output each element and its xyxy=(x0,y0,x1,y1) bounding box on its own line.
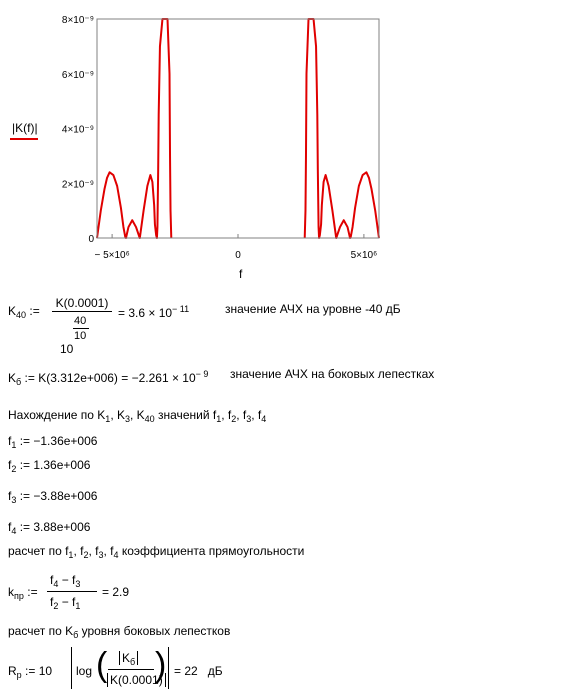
f3-definition: $f_3$ := −3.88e+006 xyxy=(8,489,98,505)
kb-comment: значение АЧХ на боковых лепестках xyxy=(230,367,435,381)
kpr-result: = 2.9 xyxy=(102,585,130,599)
x-tick-label: 0 xyxy=(235,250,241,261)
rp-numerator: $K_б$ xyxy=(119,651,138,667)
kpr-fraction-bar xyxy=(47,591,97,592)
k40-exp-fraction-bar xyxy=(73,328,89,329)
y-axis-label: |K(f)| xyxy=(12,121,38,135)
f4-definition: $f_4$ := 3.88e+006 xyxy=(8,520,91,536)
plot-frame xyxy=(97,19,379,238)
rp-paren-left: ( xyxy=(96,646,108,684)
series-line-1 xyxy=(97,19,171,238)
kpr-lhs: $k_{пр}$ := xyxy=(8,585,38,601)
y-tick-label: 2×10⁻⁹ xyxy=(61,179,94,191)
f2-definition: $f_2$ := 1.36e+006 xyxy=(8,458,91,474)
k40-exp-denominator: 10 xyxy=(74,330,87,342)
k40-result: = $3.6 \times 10^{- 11}$ xyxy=(118,304,190,320)
kb-line: $K_б$ := $K(3.312e+006) = -2.261 \times 10^{- 9}$ xyxy=(8,369,209,387)
curve-layer xyxy=(97,19,379,238)
f1-definition: $f_1$ := −1.36e+006 xyxy=(8,434,98,450)
rp-outer-abs-bar-right xyxy=(168,647,169,689)
plot-region[interactable] xyxy=(0,0,400,285)
x-axis-label: f xyxy=(239,267,243,281)
x-tick-label: 5×10⁶ xyxy=(350,250,378,261)
y-tick-label: 6×10⁻⁹ xyxy=(61,69,94,81)
kpr-denominator: $f_2 - f_1$ xyxy=(50,595,81,611)
rp-log-label: log xyxy=(76,664,93,678)
heading-rectangularity: расчет по $f_1$, $f_2$, $f_3$, $f_4$ коэффициента прямоугольности xyxy=(8,544,305,560)
rp-fraction-bar xyxy=(108,669,154,670)
plot-svg xyxy=(0,0,400,285)
y-tick-label: 8×10⁻⁹ xyxy=(61,15,94,26)
rp-denominator: K(0.0001) xyxy=(107,673,166,687)
rp-paren-right: ) xyxy=(155,646,167,684)
k40-exp-numerator: 40 xyxy=(74,315,87,327)
heading-find-f: Нахождение по $K_1$, $K_3$, $K_{40}$ значений $f_1$, $f_2$, $f_3$, $f_4$ xyxy=(8,408,267,424)
k40-numerator: K(0.0001) xyxy=(55,296,109,310)
k40-comment: значение АЧХ на уровне -40 дБ xyxy=(225,302,401,316)
x-tick-label: − 5×10⁶ xyxy=(94,250,130,261)
y-tick-layer xyxy=(62,15,95,245)
k40-main-fraction-bar xyxy=(52,311,112,312)
y-tick-label: 0 xyxy=(88,234,94,245)
rp-outer-abs-bar-left xyxy=(71,647,72,689)
y-axis-label-underline xyxy=(10,138,38,141)
rp-lhs: $R_p$ := 10 xyxy=(8,664,53,680)
series-line-2 xyxy=(305,19,379,238)
heading-sidelobe-level: расчет по $K_б$ уровня боковых лепестков xyxy=(8,624,231,640)
kpr-numerator: $f_4 - f_3$ xyxy=(50,573,81,589)
y-tick-label: 4×10⁻⁹ xyxy=(61,124,94,136)
k40-lhs: $K_{40}$ := xyxy=(8,304,40,320)
k40-den-base: 10 xyxy=(60,342,74,356)
rp-result: = 22 дБ xyxy=(174,664,223,678)
